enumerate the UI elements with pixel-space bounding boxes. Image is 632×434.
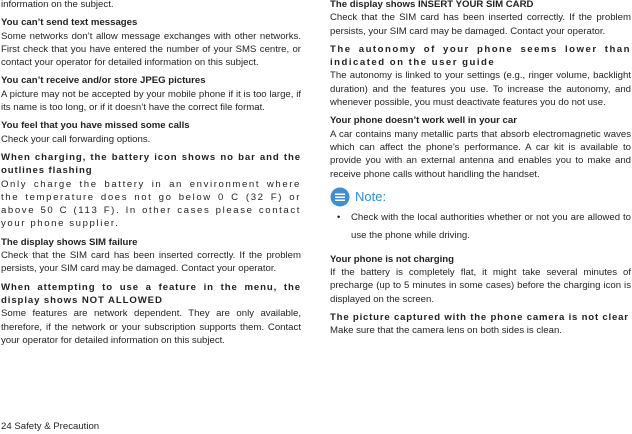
note-block (330, 187, 631, 245)
page-footer (1, 421, 99, 433)
section-title: The display shows SIM failure (1, 236, 138, 248)
section-title: Your phone is not charging (330, 253, 455, 265)
section-body: Check your call forwarding options. (1, 133, 151, 145)
section-body: Check that the SIM card has been inserted correctly. If the problem persists, your SIM card may be damaged. Contact your operator. (330, 12, 631, 37)
section-body: Some networks don’t allow message exchanges with other networks. First check that you have entered the number of your SMS centre, or contact your operator for detailed information on this subject. (1, 30, 301, 69)
section-body: Only charge the battery in an environment where the temperature does not go below 0 C (32 F) or above 50 C (113 F). In other cases please contact your phone supplier. (1, 178, 301, 230)
section-body: A picture may not be accepted by your mobile phone if it is too large, if its name is too long, or if it doesn’t have the correct file format. (1, 88, 301, 114)
section-body: Make sure that the camera lens on both sides is clean. (330, 325, 562, 337)
section-title: You feel that you have missed some calls (1, 120, 190, 132)
section-title: The display shows INSERT YOUR SIM CARD (330, 0, 534, 10)
note-item (330, 209, 631, 245)
section-missed-calls (1, 119, 301, 146)
section-insert-sim (330, 0, 631, 38)
section-battery-icon (1, 151, 301, 231)
section-title: You can’t receive and/or store JPEG pictures (1, 75, 206, 87)
section-title: Your phone doesn’t work well in your car (330, 115, 517, 127)
page-number: 24 (1, 421, 12, 432)
section-text-messages (1, 16, 301, 69)
section-title: The picture captured with the phone camera is not clear (330, 312, 629, 324)
section-title: When attempting to use a feature in the menu, the display shows NOT ALLOWED (1, 281, 301, 306)
right-column (330, 0, 631, 343)
section-title: The autonomy of your phone seems lower than indicated on the user guide (330, 43, 631, 69)
section-jpeg-pictures (1, 74, 301, 114)
section-title: You can’t send text messages (1, 17, 138, 29)
left-column (1, 0, 301, 352)
note-header (330, 187, 631, 207)
section-not-charging (330, 253, 631, 306)
note-icon (330, 187, 350, 207)
note-text: Check with the local authorities whether or not you are allowed to use the phone while driving. (351, 211, 631, 241)
section-body: If the battery is completely flat, it might take several minutes of precharge (up to 5 minutes in some cases) before the charging icon is displayed on the screen. (330, 267, 631, 305)
section-body: A car contains many metallic parts that absorb electromagnetic waves which can affect the phone’s performance. A car kit is available to provide you with an external antenna and enables you to make and receive phone calls without handling the handset. (330, 128, 631, 180)
section-car (330, 114, 631, 180)
section-body: Some features are network dependent. They are only available, therefore, if the network or your subscription supports them. Contact your operator for detailed information on this subject. (1, 308, 301, 346)
section-body: The autonomy is linked to your settings (e.g., ringer volume, backlight duration) and the features you use. To increase the autonomy, and whenever possible, you must deactivate features you do not use. (330, 70, 631, 109)
intro-text: information on the subject. (1, 0, 114, 10)
section-sim-failure (1, 236, 301, 276)
bullet: • (337, 211, 341, 223)
section-body: Check that the SIM card has been inserted correctly. If the problem persists, your SIM card may be damaged. Contact your operator. (1, 250, 301, 275)
footer-section: Safety & Precaution (14, 421, 100, 432)
section-camera (330, 311, 631, 338)
section-autonomy (330, 43, 631, 109)
note-label: Note: (355, 189, 387, 205)
section-not-allowed (1, 281, 301, 347)
section-title: When charging, the battery icon shows no bar and the outlines flashing (1, 151, 301, 177)
